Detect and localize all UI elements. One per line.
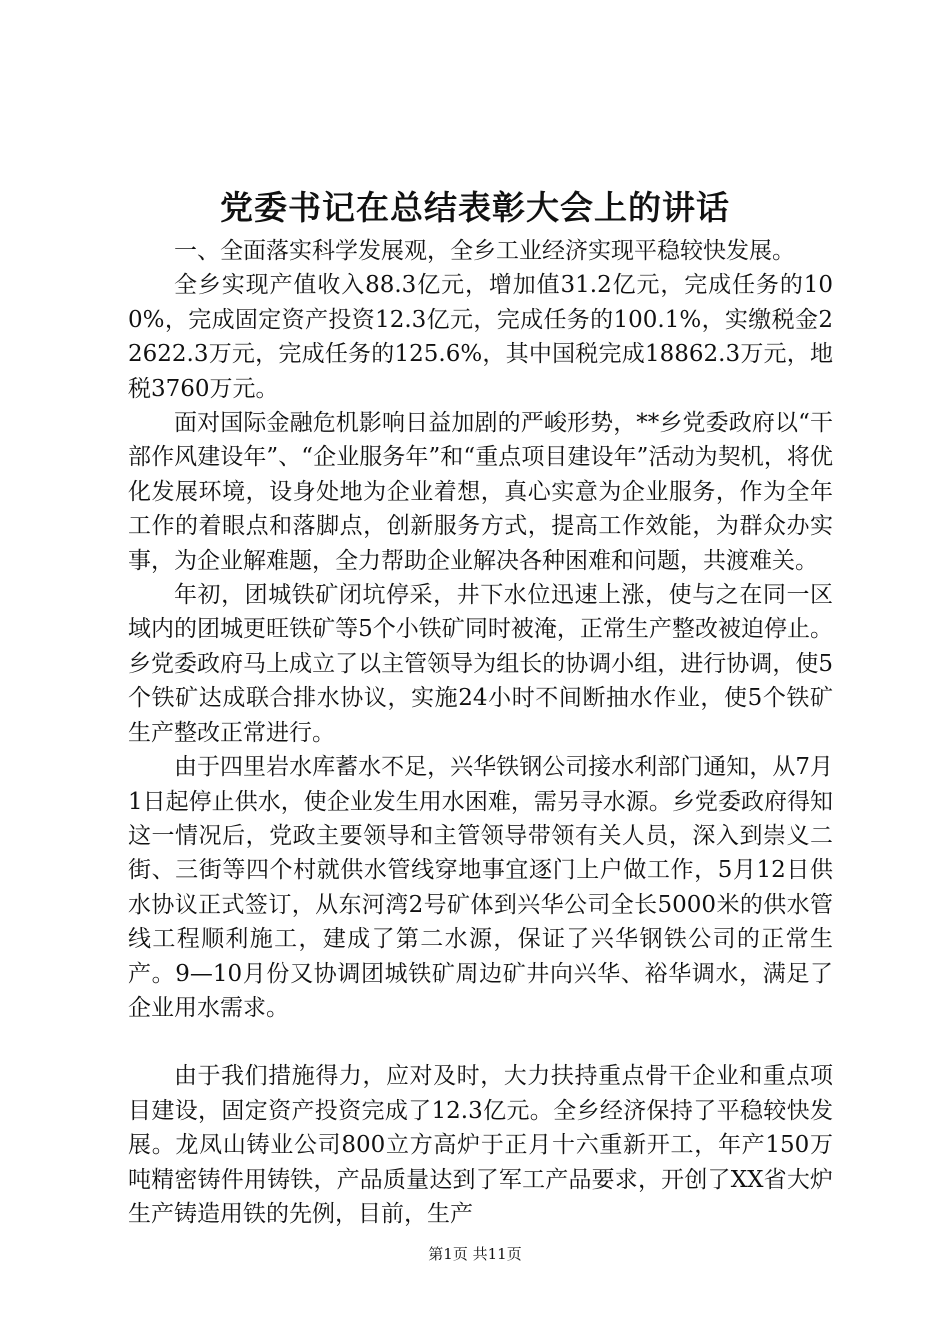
page-footer: 第1页 共11页 xyxy=(428,1245,522,1263)
paragraph-section-heading: 一、全面落实科学发展观，全乡工业经济实现平稳较快发展。 xyxy=(174,238,795,264)
document-title: 党委书记在总结表彰大会上的讲话 xyxy=(220,188,730,227)
paragraph-output-figures: 全乡实现产值收入88.3亿元，增加值31.2亿元，完成任务的100%，完成固定资产投资12.3亿元，完成任务的100.1%，实缴税金22622.3万元，完成任务的125.6%，其中国税完成18862.3万元，地税3760万元。 xyxy=(128,272,833,402)
paragraph-investment-results: 由于我们措施得力，应对及时，大力扶持重点骨干企业和重点项目建设，固定资产投资完成了12.3亿元。全乡经济保持了平稳较快发展。龙凤山铸业公司800立方高炉于正月十六重新开工，年产150万吨精密铸件用铸铁，产品质量达到了军工产品要求，开创了XX省大炉生产铸造用铁的先例，目前，生产 xyxy=(128,1063,833,1227)
document-body xyxy=(128,234,833,1231)
paragraph-mine-drainage: 年初，团城铁矿闭坑停采，井下水位迅速上涨，使与之在同一区域内的团城更旺铁矿等5个小铁矿同时被淹，正常生产整改被迫停止。乡党委政府马上成立了以主管领导为组长的协调小组，进行协调，使5个铁矿达成联合排水协议，实施24小时不间断抽水作业，使5个铁矿生产整改正常进行。 xyxy=(128,582,833,746)
paragraph-water-supply: 由于四里岩水库蓄水不足，兴华铁钢公司接水利部门通知，从7月1日起停止供水，使企业发生用水困难，需另寻水源。乡党委政府得知这一情况后，党政主要领导和主管领导带领有关人员，深入到崇义二街、三街等四个村就供水管线穿地事宜逐门上户做工作，5月12日供水协议正式签订，从东河湾2号矿体到兴华公司全长5000米的供水管线工程顺利施工，建成了第二水源，保证了兴华钢铁公司的正常生产。9—10月份又协调团城铁矿周边矿井向兴华、裕华调水，满足了企业用水需求。 xyxy=(128,754,833,1021)
paragraph-crisis-response: 面对国际金融危机影响日益加剧的严峻形势，**乡党委政府以“干部作风建设年”、“企业服务年”和“重点项目建设年”活动为契机，将优化发展环境，设身处地为企业着想，真心实意为企业服务，作为全年工作的着眼点和落脚点，创新服务方式，提高工作效能，为群众办实事，为企业解难题，全力帮助企业解决各种困难和问题，共渡难关。 xyxy=(128,410,833,574)
